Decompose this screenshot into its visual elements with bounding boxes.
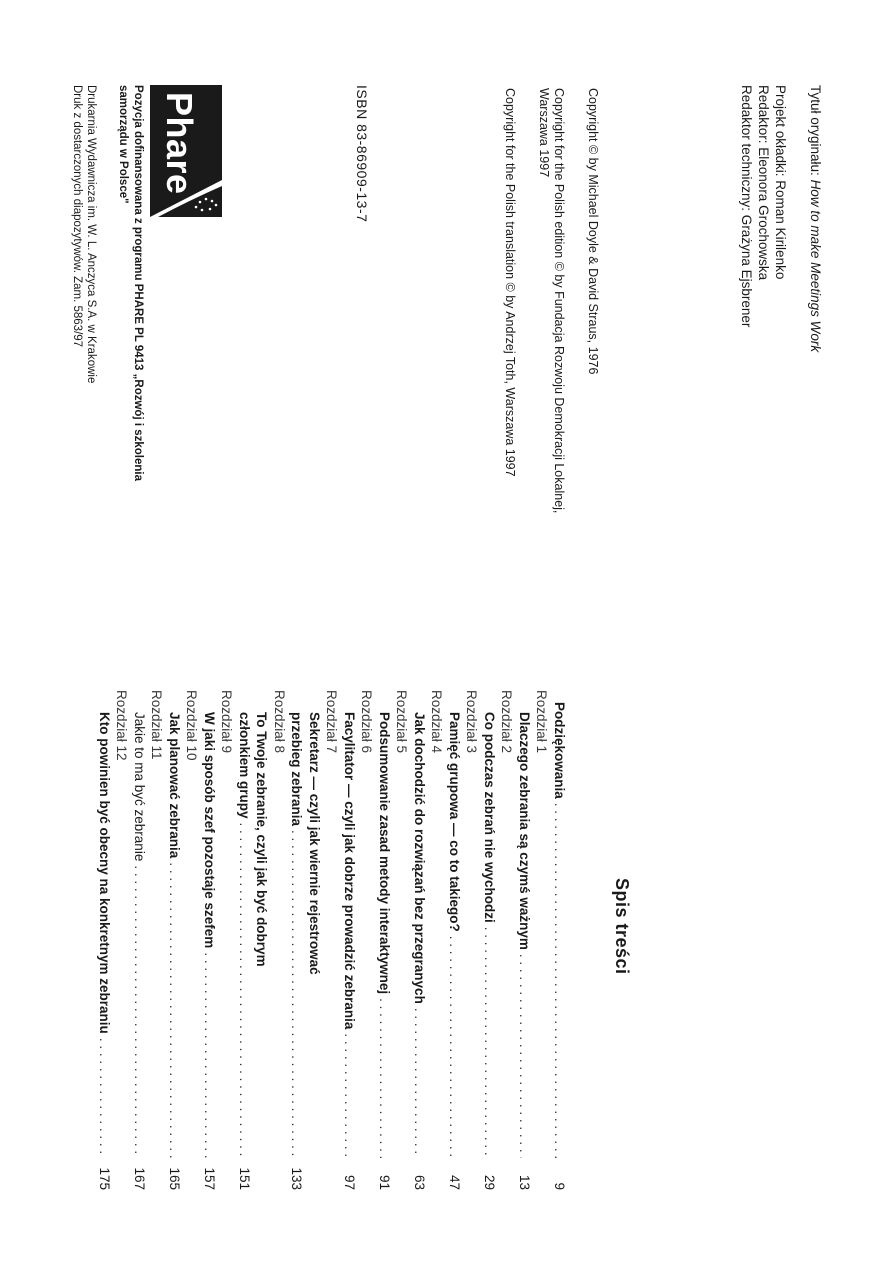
toc-page-number: 97: [342, 1174, 357, 1190]
credits-block: [738, 85, 824, 352]
toc-chapter-label: Rozdział 7: [324, 690, 340, 754]
toc-chapter-label: Rozdział 4: [429, 690, 445, 754]
original-title: How to make Meetings Work: [808, 179, 823, 353]
printing-info: [70, 85, 98, 383]
toc-chapter-label: Rozdział 12: [114, 690, 130, 761]
toc-leader-dots: [446, 936, 464, 1158]
toc-chapter-label: Rozdział 11: [149, 690, 165, 760]
toc-entry-title: Jak planować zebrania: [167, 712, 182, 859]
technical-editor-credit: Redaktor techniczny: Grażyna Ejsbrener: [739, 85, 754, 328]
toc-entry-title: Facylitator — czyli jak dobrze prowadzić zebrania: [342, 712, 357, 1030]
isbn: ISBN 83-86909-13-7: [354, 85, 370, 223]
toc-entry-title: Sekretarz — czyli jak wiernie rejestrować: [307, 712, 322, 975]
toc-entry-row: [306, 690, 324, 1190]
copyright-polish-edition: [536, 88, 567, 513]
toc-leader-dots: [201, 952, 219, 1158]
toc-entry-row: [201, 690, 219, 1190]
printing-line1: Drukarnia Wydawnicza im. W. L. Anczyca S.A. w Krakowie: [85, 85, 97, 384]
toc-entry-row: [411, 690, 429, 1190]
toc-leader-dots: [551, 803, 569, 1158]
toc-chapter-label: Rozdział 5: [394, 690, 410, 754]
table-of-contents: [96, 690, 569, 1190]
original-title-line: [807, 85, 824, 352]
toc-entry-title: Podsumowanie zasad metody interaktywnej: [377, 712, 392, 995]
toc-entry-title: Pamięć grupowa — co to takiego?: [447, 712, 462, 932]
toc-chapter-label: Rozdział 8: [272, 690, 287, 754]
toc-chapter-label: Rozdział 6: [359, 690, 375, 754]
toc-page-number: 151: [237, 1167, 252, 1190]
copyright-block: [484, 88, 600, 513]
toc-entry-title: To Twoje zebranie, czyli jak być dobrym: [254, 712, 270, 967]
original-title-label: Tytuł oryginału:: [808, 85, 823, 176]
toc-entry-row: [376, 690, 394, 1190]
printing-line2: Druk z dostarczonych diapozytywów. Zam. 5863/97: [71, 85, 83, 348]
toc-entry-row: [341, 690, 359, 1190]
toc-page-number: 167: [132, 1167, 147, 1190]
toc-page-number: 9: [552, 1182, 567, 1190]
toc-leader-dots: [288, 830, 306, 1158]
toc-entry-title: Dlaczego zebrania są czymś ważnym: [517, 712, 532, 950]
toc-heading: Spis treści: [612, 878, 632, 975]
toc-entry-row: [166, 690, 184, 1190]
toc-leader-dots: [411, 1008, 429, 1158]
toc-page-number: 29: [482, 1174, 497, 1190]
toc-chapter-label: Rozdział 2: [499, 690, 515, 754]
copyright-original: Copyright © by Michael Doyle & David Straus, 1976: [586, 88, 600, 375]
cover-design-credit: Projekt okładki: Roman Kirilenko: [773, 85, 788, 280]
toc-entry-title: przebieg zebrania: [289, 712, 305, 827]
toc-entry-row: [288, 690, 306, 1190]
toc-entry-title: Jak dochodzić do rozwiązań bez przegranych: [412, 712, 427, 1004]
editor-credit: Redaktor: Eleonora Grochowska: [756, 85, 771, 281]
toc-leader-dots: [481, 927, 499, 1158]
toc-entry-row: [551, 690, 569, 1190]
toc-chapter-label: Rozdział 1: [534, 690, 550, 754]
toc-entry-row: [516, 690, 534, 1190]
toc-page-number: 165: [167, 1167, 182, 1190]
toc-entry-title: członkiem grupy: [237, 712, 252, 819]
toc-page-number: 47: [447, 1174, 462, 1190]
toc-entry-title: Podziękowania: [552, 702, 567, 799]
toc-page-number: 91: [377, 1174, 392, 1190]
toc-leader-dots: [341, 1033, 359, 1158]
toc-leader-dots: [96, 1038, 114, 1158]
toc-entry-title: Jakie to ma być zebranie: [132, 712, 147, 862]
toc-leader-dots: [236, 823, 254, 1158]
toc-leader-dots: [166, 862, 184, 1158]
toc-page-number: 63: [412, 1174, 427, 1190]
toc-leader-dots: [376, 998, 394, 1158]
toc-chapter-label: Rozdział 9: [219, 690, 235, 754]
toc-entry-row: [96, 690, 114, 1190]
toc-leader-dots: [131, 865, 149, 1158]
toc-entry-title: Co podczas zebrań nie wychodzi: [482, 712, 497, 923]
toc-leader-dots: [516, 954, 534, 1158]
phare-logo-text: Phare: [159, 92, 200, 195]
toc-entry-row: [481, 690, 499, 1190]
copyright-polish-edition-line2: Warszawa 1997: [537, 88, 551, 178]
toc-chapter-label: Rozdział 10: [184, 690, 200, 761]
copyright-polish-edition-line1: Copyright for the Polish edition © by Fundacja Rozwoju Demokracji Lokalnej,: [552, 88, 567, 514]
toc-entry-row: [446, 690, 464, 1190]
funding-note: [116, 85, 145, 481]
copyright-translation: Copyright for the Polish translation © by Andrzej Toth, Warszawa 1997: [503, 88, 518, 477]
toc-page-number: 133: [289, 1167, 305, 1190]
eu-stars-icon: [150, 180, 222, 217]
funding-note-line1: Pozycja dofinansowana z programu PHARE PL 9413 „Rozwój i szkolenia: [132, 85, 144, 481]
toc-entry-row: [236, 690, 254, 1190]
toc-page-number: 157: [202, 1167, 217, 1190]
toc-entry-title: W jaki sposób szef pozostaje szefem: [202, 712, 217, 949]
toc-chapter-label: Rozdział 3: [464, 690, 480, 754]
toc-page-number: 175: [97, 1167, 112, 1190]
funding-note-line2: samorządu w Polsce": [117, 85, 130, 204]
toc-entry-title: Kto powinien być obecny na konkretnym zebraniu: [97, 712, 112, 1034]
toc-page-number: 13: [517, 1174, 532, 1190]
toc-entry-row: [131, 690, 149, 1190]
toc-entry-row: [253, 690, 271, 1190]
